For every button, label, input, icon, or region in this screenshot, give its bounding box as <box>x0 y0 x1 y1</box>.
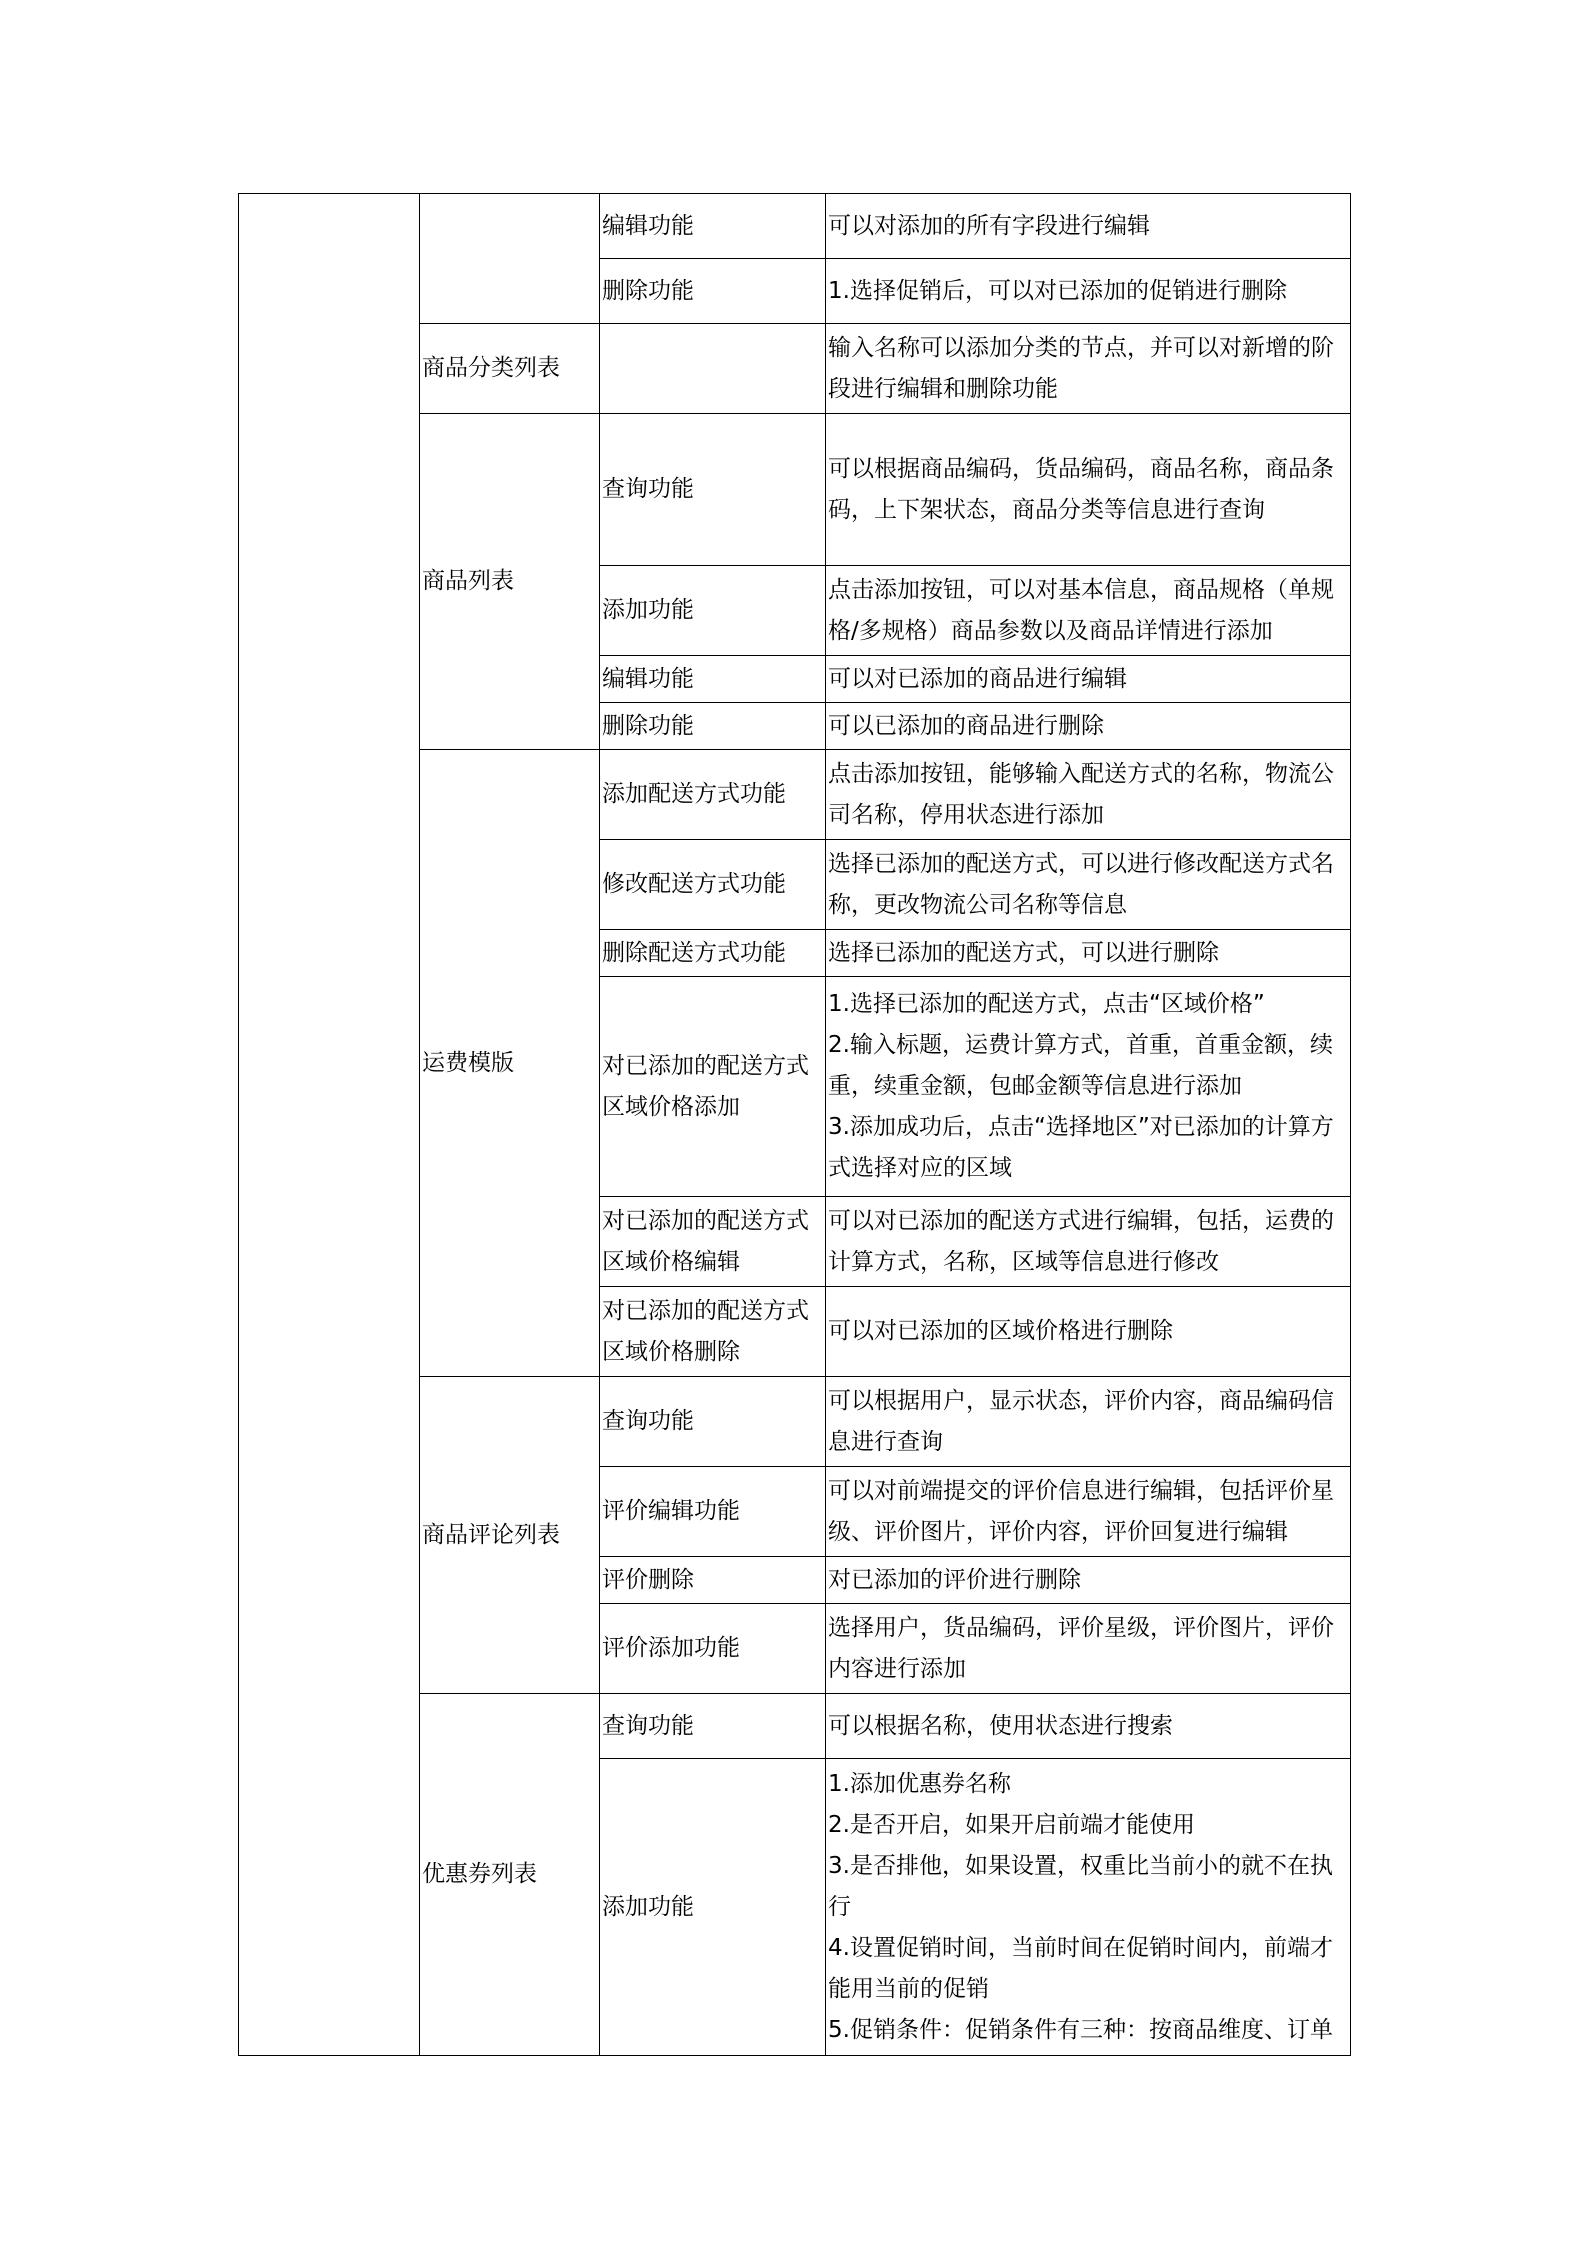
function-cell: 查询功能 <box>600 1694 826 1759</box>
function-cell: 查询功能 <box>600 1377 826 1467</box>
function-cell: 删除功能 <box>600 259 826 324</box>
description-cell: 1.选择促销后，可以对已添加的促销进行删除 <box>826 259 1351 324</box>
description-cell: 点击添加按钮，可以对基本信息，商品规格（单规格/多规格）商品参数以及商品详情进行添加 <box>826 566 1351 656</box>
description-cell: 可以对已添加的区域价格进行删除 <box>826 1287 1351 1377</box>
module-cell: 商品评论列表 <box>420 1377 600 1694</box>
function-cell: 删除功能 <box>600 703 826 750</box>
description-cell: 输入名称可以添加分类的节点，并可以对新增的阶段进行编辑和删除功能 <box>826 324 1351 414</box>
description-cell: 可以对已添加的商品进行编辑 <box>826 656 1351 703</box>
module-cell <box>420 194 600 324</box>
function-cell: 修改配送方式功能 <box>600 840 826 930</box>
function-cell: 对已添加的配送方式区域价格删除 <box>600 1287 826 1377</box>
function-cell: 删除配送方式功能 <box>600 930 826 977</box>
function-cell: 添加功能 <box>600 566 826 656</box>
description-cell: 选择用户，货品编码，评价星级，评价图片，评价内容进行添加 <box>826 1604 1351 1694</box>
function-cell: 添加功能 <box>600 1759 826 2056</box>
function-cell: 评价删除 <box>600 1557 826 1604</box>
description-cell: 可以根据用户，显示状态，评价内容，商品编码信息进行查询 <box>826 1377 1351 1467</box>
function-cell: 评价添加功能 <box>600 1604 826 1694</box>
description-cell: 可以对前端提交的评价信息进行编辑，包括评价星级、评价图片，评价内容，评价回复进行编辑 <box>826 1467 1351 1557</box>
description-cell: 点击添加按钮，能够输入配送方式的名称，物流公司名称，停用状态进行添加 <box>826 750 1351 840</box>
description-cell: 选择已添加的配送方式，可以进行修改配送方式名称，更改物流公司名称等信息 <box>826 840 1351 930</box>
category-cell <box>239 194 420 2056</box>
description-cell: 可以对已添加的配送方式进行编辑，包括，运费的计算方式，名称，区域等信息进行修改 <box>826 1197 1351 1287</box>
module-cell: 商品分类列表 <box>420 324 600 414</box>
function-cell: 编辑功能 <box>600 656 826 703</box>
spec-table <box>238 193 1351 2056</box>
function-cell: 对已添加的配送方式区域价格添加 <box>600 977 826 1197</box>
description-cell: 可以已添加的商品进行删除 <box>826 703 1351 750</box>
description-cell: 可以对添加的所有字段进行编辑 <box>826 194 1351 259</box>
module-cell: 优惠券列表 <box>420 1694 600 2056</box>
function-cell: 查询功能 <box>600 414 826 566</box>
function-cell: 添加配送方式功能 <box>600 750 826 840</box>
description-cell: 1.添加优惠券名称 2.是否开启，如果开启前端才能使用 3.是否排他，如果设置，权重比当前小的就不在执行 4.设置促销时间，当前时间在促销时间内，前端才能用当前的促销 5.促销条件：促销条件有三种：按商品维度、订单 <box>826 1759 1351 2056</box>
function-cell: 评价编辑功能 <box>600 1467 826 1557</box>
function-cell: 编辑功能 <box>600 194 826 259</box>
function-cell: 对已添加的配送方式区域价格编辑 <box>600 1197 826 1287</box>
function-cell <box>600 324 826 414</box>
description-cell: 对已添加的评价进行删除 <box>826 1557 1351 1604</box>
module-cell: 运费模版 <box>420 750 600 1377</box>
description-cell: 可以根据名称，使用状态进行搜索 <box>826 1694 1351 1759</box>
table-row <box>239 194 1351 259</box>
description-cell: 可以根据商品编码，货品编码，商品名称，商品条码，上下架状态，商品分类等信息进行查询 <box>826 414 1351 566</box>
description-cell: 选择已添加的配送方式，可以进行删除 <box>826 930 1351 977</box>
description-cell: 1.选择已添加的配送方式，点击“区域价格” 2.输入标题，运费计算方式，首重，首重金额，续重，续重金额，包邮金额等信息进行添加 3.添加成功后，点击“选择地区”对已添加的计算方式选择对应的区域 <box>826 977 1351 1197</box>
module-cell: 商品列表 <box>420 414 600 750</box>
